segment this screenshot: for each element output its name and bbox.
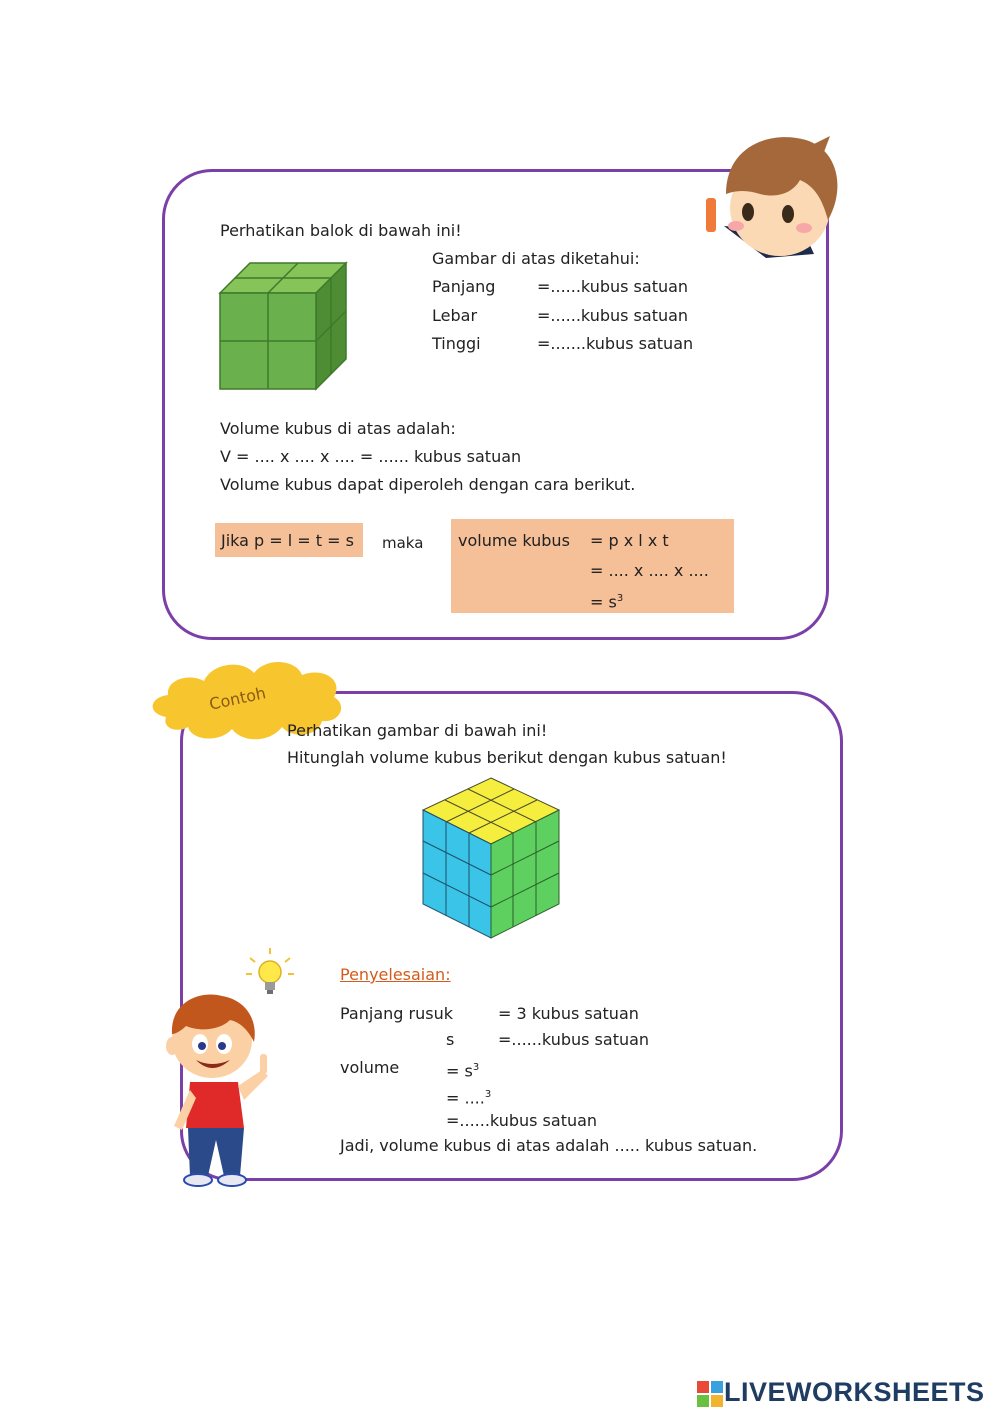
formula-label: volume kubus <box>458 531 570 550</box>
vol-line2-base: = .... <box>446 1088 485 1108</box>
instruction2-line2: Hitunglah volume kubus berikut dengan kubus satuan! <box>287 748 727 767</box>
s-value: =......kubus satuan <box>498 1030 650 1049</box>
vol-line2-exp: 3 <box>484 1089 492 1100</box>
instruction2-line1: Perhatikan gambar di bawah ini! <box>287 721 548 740</box>
vol-line2 <box>446 1085 491 1108</box>
row-value-panjang: =......kubus satuan <box>537 277 689 296</box>
rubik-cube-illustration <box>419 776 563 942</box>
rusuk-label: Panjang rusuk <box>340 1004 453 1023</box>
boy-character-illustration <box>160 990 278 1190</box>
formula-line3-base: = s <box>590 592 617 612</box>
known-title: Gambar di atas diketahui: <box>432 249 640 268</box>
row-label-lebar: Lebar <box>432 306 478 325</box>
row-value-lebar: =......kubus satuan <box>537 306 689 325</box>
liveworksheets-logo-icon <box>697 1381 723 1407</box>
row-label-panjang: Panjang <box>432 277 496 296</box>
row-value-tinggi: =.......kubus satuan <box>537 334 694 353</box>
formula-line2: = .... x .... x .... <box>590 561 709 580</box>
vol-line3: =......kubus satuan <box>446 1111 598 1130</box>
rusuk-value: = 3 kubus satuan <box>498 1004 639 1023</box>
vol-line1-exp: 3 <box>472 1062 480 1073</box>
row-label-tinggi: Tinggi <box>432 334 481 353</box>
volume-method: Volume kubus dapat diperoleh dengan cara berikut. <box>220 475 636 494</box>
s-label: s <box>446 1030 455 1049</box>
maka-text: maka <box>382 534 424 552</box>
conclusion-text: Jadi, volume kubus di atas adalah ..... kubus satuan. <box>340 1136 758 1155</box>
instruction-text: Perhatikan balok di bawah ini! <box>220 221 462 240</box>
formula-line3 <box>590 589 623 612</box>
volume-formula: V = .... x .... x .... = ...... kubus satuan <box>220 447 522 466</box>
green-block-illustration <box>216 259 350 393</box>
formula-line1: = p x l x t <box>590 531 669 550</box>
contoh-badge: Contoh <box>207 683 268 714</box>
vol-line1 <box>446 1058 479 1081</box>
volume-intro: Volume kubus di atas adalah: <box>220 419 456 438</box>
solution-title: Penyelesaian: <box>340 965 451 984</box>
volume-label: volume <box>340 1058 400 1077</box>
brand-name: LIVEWORKSHEETS <box>724 1377 985 1407</box>
condition-text: Jika p = l = t = s <box>221 531 354 550</box>
formula-line3-exp: 3 <box>616 593 624 604</box>
vol-line1-base: = s <box>446 1061 473 1081</box>
boy-face-illustration <box>696 128 846 260</box>
